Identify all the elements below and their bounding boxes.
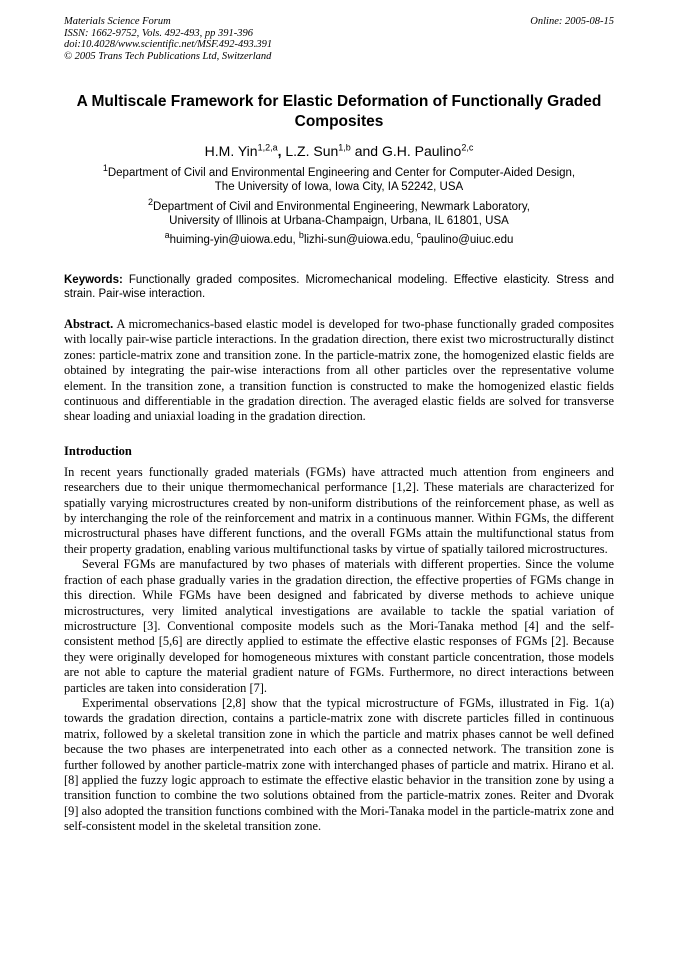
- keywords-text: Functionally graded composites. Micromechanical modeling. Effective elasticity. Stress and strain. Pair-wise interaction.: [64, 274, 614, 300]
- paragraph: Experimental observations [2,8] show that the typical microstructure of FGMs, illustrated in Fig. 1(a) towards the gradation direction, contains a particle-matrix zone with discrete particles filled in continuous matrix, followed by a skeletal transition zone in which the particle and matrix phases cannot be well defined because the two phases are interpenetrated into each other as a connected network. The transition zone is further followed by another particle-matrix zone with interchanged phases of particle and matrix. Hirano et al. [8] applied the fuzzy logic approach to estimate the effective elastic behavior in the transition zone by using a transition function to combine the two solutions obtained from the particle-matrix zones. Reiter and Dvorak [9] also adopted the transition functions combined with the Mori-Tanaka model in the particle-matrix zone and self-consistent model in the skeletal transition zone.: [64, 695, 614, 834]
- issn-line: ISSN: 1662-9752, Vols. 492-493, pp 391-396: [64, 27, 253, 39]
- abstract-text: A micromechanics-based elastic model is developed for two-phase functionally graded composites with locally pair-wise particle interactions. In the gradation direction, there exist two microstructurally distinct zones: particle-matrix zone and transition zone. In the particle-matrix zone, the homogenized elastic fields are obtained by integrating the pair-wise interactions from all other particles over the representative volume element. In the transition zone, a transition function is constructed to make the homogenized elastic fields continuous and differentiable in the gradation direction. The averaged elastic fields are solved for transverse shear loading and uniaxial loading in the gradation direction.: [64, 317, 614, 424]
- section-heading-introduction: Introduction: [64, 443, 132, 458]
- abstract-label: Abstract.: [64, 317, 114, 331]
- affiliation-line: University of Illinois at Urbana-Champaign, Urbana, IL 61801, USA: [169, 215, 509, 227]
- affiliation: [64, 163, 614, 194]
- author-list: [64, 142, 614, 160]
- paper-title: A Multiscale Framework for Elastic Deformation of Functionally Graded Composites: [76, 93, 602, 130]
- affiliation: [64, 197, 614, 228]
- affiliation-line: The University of Iowa, Iowa City, IA 52242, USA: [214, 181, 464, 193]
- affiliation-mark: 2: [148, 197, 154, 208]
- doi-line: doi:10.4028/www.scientific.net/MSF.492-493.391: [64, 39, 273, 50]
- email-mark: a: [164, 230, 170, 241]
- author-name: L.Z. Sun: [281, 143, 339, 159]
- affiliation-line: [64, 197, 614, 214]
- author-name: H.M. Yin: [204, 143, 258, 159]
- author-affiliation-mark: 1,b: [338, 142, 351, 153]
- author-separator: ,: [277, 143, 282, 159]
- abstract: [64, 317, 614, 425]
- author-affiliation-mark: 2,c: [461, 142, 474, 153]
- email-address[interactable]: huiming-yin@uiowa.edu,: [169, 234, 299, 246]
- online-date: Online: 2005-08-15: [530, 16, 614, 27]
- author-name: and G.H. Paulino: [350, 143, 462, 159]
- affiliation-line: [64, 163, 614, 180]
- journal-header: [64, 16, 614, 64]
- email-address[interactable]: lizhi-sun@uiowa.edu,: [303, 234, 417, 246]
- journal-name: Materials Science Forum: [64, 16, 171, 27]
- affiliation-text: Department of Civil and Environmental Engineering and Center for Computer-Aided Design,: [107, 167, 576, 179]
- author-emails: [64, 230, 614, 247]
- keywords: [64, 273, 614, 301]
- paragraph: Several FGMs are manufactured by two phases of materials with different properties. Since the volume fraction of each phase gradually varies in the gradation direction, the effective properties of FGMs change in this direction. While FGMs have been designed and fabricated by diverse methods to achieve unique microstructures, very limited analytical investigations are available to tackle the spatial variation of microstructure [3]. Conventional composite models such as the Mori-Tanaka method [4] and the self-consistent method [5,6] are directly applied to estimate the effective elastic responses of FGMs [2]. Because they were originally developed for homogeneous mixtures with constant particle concentration, those models are not able to capture the material gradient nature of FGMs. Furthermore, no direct interactions between particles are taken into consideration [7].: [64, 557, 614, 695]
- email-mark: c: [416, 230, 422, 241]
- affiliation-mark: 1: [102, 163, 108, 174]
- copyright-line: © 2005 Trans Tech Publications Ltd, Switzerland: [64, 50, 272, 62]
- paper-page: [64, 16, 614, 835]
- author-affiliation-mark: 1,2,a: [257, 142, 278, 153]
- affiliation-text: Department of Civil and Environmental Engineering, Newmark Laboratory,: [153, 201, 530, 213]
- email-address[interactable]: paulino@uiuc.edu: [421, 234, 514, 246]
- keywords-label: Keywords:: [64, 274, 123, 286]
- paragraph: In recent years functionally graded materials (FGMs) have attracted much attention from engineers and researchers due to their unique thermomechanical performance [1,2]. These materials are characterized for spatially varying microstructures created by non-uniform distributions of the reinforcement phase, as well as by interchanging the role of the reinforcement and matrix in a continuous manner. Within FGMs, the different microstructural phases have different functions, and the overall FGMs attain the multifunctional status from their property gradation, enabling various multifunctional tasks by virtue of spatially tailored microstructures.: [64, 464, 614, 556]
- email-mark: b: [298, 230, 304, 241]
